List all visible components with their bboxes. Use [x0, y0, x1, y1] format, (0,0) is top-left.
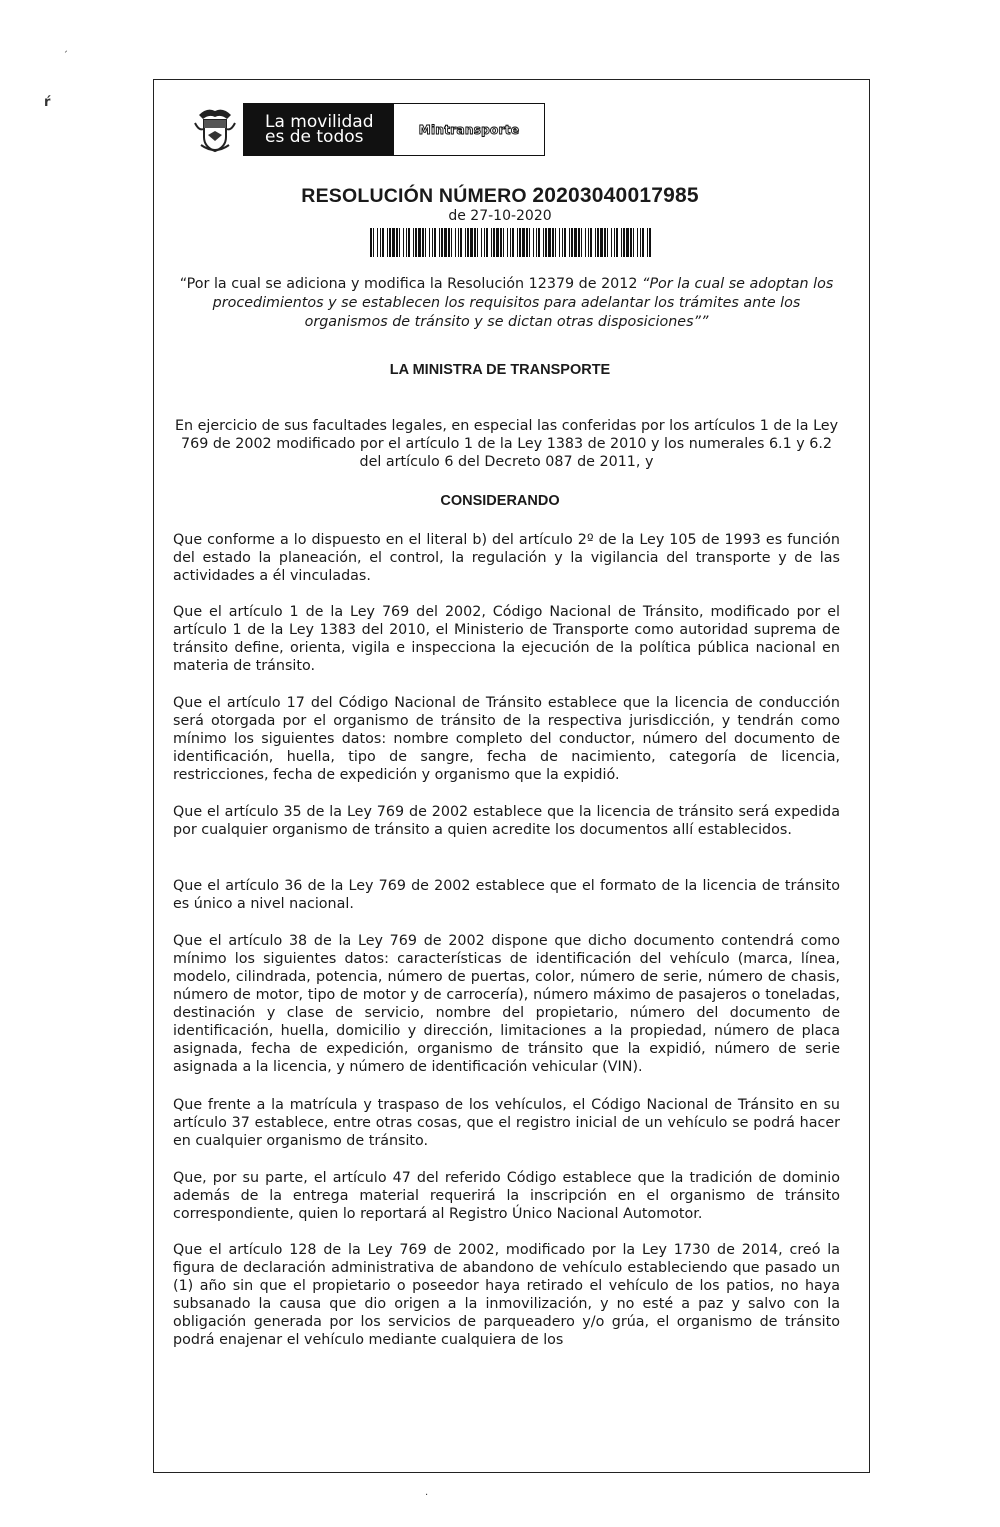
considerando-paragraph: Que frente a la matrícula y traspaso de los vehículos, el Código Nacional de Tránsito en su artículo 37 establece, entre otras cosas, que el registro inicial de un vehículo se podrá hacer en cualquier organismo de tránsito.	[173, 1097, 840, 1149]
barcode-bar	[439, 228, 440, 257]
barcode-bar	[517, 228, 518, 257]
barcode-bar	[415, 228, 417, 257]
barcode-bar	[571, 228, 573, 257]
barcode-bar	[380, 228, 381, 257]
barcode-bar	[555, 228, 556, 257]
barcode-bar	[399, 228, 400, 257]
barcode-bar	[604, 228, 606, 257]
barcode-bar	[434, 228, 436, 257]
barcode-bar	[536, 228, 537, 257]
barcode-bar	[467, 228, 469, 257]
considerando-paragraph: Que el artículo 36 de la Ley 769 de 2002 establece que el formato de la licencia de tránsito es único a nivel nacional.	[173, 878, 840, 912]
barcode-bar	[529, 228, 530, 257]
barcode-bar	[484, 228, 485, 257]
barcode-bar	[500, 228, 502, 257]
barcode-bar	[545, 228, 547, 257]
barcode-bar	[441, 228, 443, 257]
scan-mark: ·	[425, 1490, 429, 1501]
barcode-bar	[588, 228, 589, 257]
barcode-bar	[621, 228, 622, 257]
mintransporte-logo-text: Mintransporte	[418, 122, 520, 137]
barcode-bar	[507, 228, 508, 257]
barcode-bar	[396, 228, 398, 257]
barcode-bar	[526, 228, 528, 257]
resolution-title	[0, 184, 1000, 208]
barcode-bar	[477, 228, 478, 257]
barcode-bar	[637, 228, 638, 257]
barcode-bar	[413, 228, 414, 257]
considerando-paragraph: Que el artículo 17 del Código Nacional de Tránsito establece que la licencia de conducción será otorgada por el organismo de tránsito de la respectiva jurisdicción, y tendrán como mínimo los siguientes datos: nombre completo del conductor, número del documento de identificación, huella, tipo de sangre, fecha de nacimiento, categoría de licencia, restricciones, fecha de expedición y organismo que la expidió.	[173, 695, 840, 783]
barcode-bar	[377, 228, 378, 257]
barcode-bar	[460, 228, 462, 257]
barcode-bar	[533, 228, 534, 257]
considerando-paragraph: Que conforme a lo dispuesto en el literal b) del artículo 2º de la Ley 105 de 1993 es función del estado la planeación, el control, la regulación y la vigilancia del transporte y de las actividades a él vinculadas.	[173, 532, 840, 584]
barcode-bar	[425, 228, 426, 257]
barcode-bar	[649, 228, 651, 257]
considerando-paragraph: Que, por su parte, el artículo 47 del referido Código establece que la tradición de dominio además de la entrega material requerirá la inscripción en el organismo de tránsito correspondiente, quien lo reportará al Registro Único Nacional Automotor.	[173, 1170, 840, 1222]
barcode-bar	[418, 228, 421, 257]
barcode-bar	[626, 228, 629, 257]
considerando-paragraph: Que el artículo 38 de la Ley 769 de 2002 dispone que dicho documento contendrá como mínimo los siguientes datos: características de identificación del vehículo (marca, línea, modelo, cilindrada, potencia, número de puertas, color, número de serie, número de chasis, número de motor, tipo de motor y de carrocería), número máximo de pasajeros o toneladas, destinación y clase de servicio, nombre del propietario, número del documento de identificación, huella, domicilio y dirección, limitaciones a la propiedad, número de placa asignada, fecha de expedición, organismo de tránsito que la expidió, número de serie asignada a la licencia, y número de identificación vehicular (VIN).	[173, 933, 840, 1075]
subject-part-2: “Por la cual se adoptan los procedimientos y se establecen los requisitos para adelantar los trámites ante los organismos de tránsito y se dictan otras disposiciones	[212, 276, 834, 330]
authority-heading: LA MINISTRA DE TRANSPORTE	[389, 362, 611, 378]
subject-part-1: “Por la cual se adiciona y modifica la Resolución 12379 de 2012	[179, 276, 643, 292]
barcode-bar	[647, 228, 648, 257]
barcode-bar	[389, 228, 391, 257]
barcode-bar	[481, 228, 482, 257]
colombia-coat-of-arms-icon	[193, 105, 237, 155]
barcode-bar	[585, 228, 586, 257]
barcode-bar	[458, 228, 459, 257]
barcode-bar	[451, 228, 452, 257]
barcode-bar	[564, 228, 566, 257]
slogan-line-2: es de todos	[265, 126, 364, 147]
barcode-bar	[448, 228, 450, 257]
movilidad-slogan-logo	[243, 103, 393, 156]
barcode-bar	[392, 228, 395, 257]
considerando-paragraph: Que el artículo 35 de la Ley 769 de 2002 establece que la licencia de tránsito será expedida por cualquier organismo de tránsito a quien acredite los documentos allí establecidos.	[173, 804, 840, 838]
barcode-bar	[642, 228, 644, 257]
barcode-bar	[538, 228, 540, 257]
barcode-bar	[429, 228, 430, 257]
slogan-line-1: La movilidad	[265, 111, 374, 132]
barcode-bar	[597, 228, 599, 257]
scan-mark: ˏ	[63, 42, 68, 53]
powers-paragraph: En ejercicio de sus facultades legales, en especial las conferidas por los artículos 1 de la Ley 769 de 2002 modificado por el artículo 1 de la Ley 1383 de 2010 y los numerales 6.1 y 6.2 del artículo 6 del Decreto 087 de 2011, y	[174, 418, 839, 470]
barcode-bar	[510, 228, 511, 257]
barcode-bar	[590, 228, 592, 257]
subject-part-3: ””	[693, 314, 709, 330]
considerando-paragraph: Que el artículo 1 de la Ley 769 del 2002, Código Nacional de Tránsito, modificado por el artículo 1 de la Ley 1383 del 2010, el Ministerio de Transporte como autoridad suprema de tránsito define, orienta, vigila e inspecciona la ejecución de la política pública nacional en materia de tránsito.	[173, 604, 840, 674]
scan-mark: ŕ	[44, 95, 51, 110]
barcode-bar	[387, 228, 388, 257]
barcode-bar	[548, 228, 551, 257]
barcode-bar	[432, 228, 433, 257]
barcode-bar	[474, 228, 476, 257]
barcode-bar	[486, 228, 488, 257]
barcode-bar	[406, 228, 407, 257]
resolution-subject	[173, 275, 840, 332]
barcode-bar	[422, 228, 424, 257]
barcode-bar	[370, 228, 372, 257]
barcode-bar	[493, 228, 495, 257]
barcode-bar	[465, 228, 466, 257]
header-logos	[193, 103, 545, 156]
barcode-bar	[616, 228, 618, 257]
barcode-bar	[552, 228, 554, 257]
resolution-date: de 27-10-2020	[448, 208, 552, 224]
barcode-bar	[569, 228, 570, 257]
barcode-bar	[614, 228, 615, 257]
barcode-bar	[444, 228, 447, 257]
barcode-bar	[470, 228, 473, 257]
barcode-bar	[373, 228, 374, 257]
barcode-bar	[496, 228, 499, 257]
barcode-bar	[382, 228, 384, 257]
barcode-bar	[600, 228, 603, 257]
mintransporte-logo	[393, 103, 545, 156]
barcode-bar	[640, 228, 641, 257]
barcode-bar	[455, 228, 456, 257]
barcode-bar	[559, 228, 560, 257]
barcode-bar	[562, 228, 563, 257]
barcode-bar	[581, 228, 582, 257]
barcode-bar	[519, 228, 521, 257]
barcode-bar	[408, 228, 410, 257]
barcode-bar	[578, 228, 580, 257]
barcode-bar	[491, 228, 492, 257]
barcode-bar	[522, 228, 525, 257]
barcode-bar	[403, 228, 404, 257]
barcode-bar	[512, 228, 514, 257]
barcode-bar	[630, 228, 632, 257]
considerando-heading: CONSIDERANDO	[440, 493, 560, 509]
considerando-paragraph: Que el artículo 128 de la Ley 769 de 2002, modificado por la Ley 1730 de 2014, creó la figura de declaración administrativa de abandono de vehículo estableciendo que pasado un (1) año sin que el propietario o poseedor haya retirado el vehículo de los patios, no haya subsanado la causa que dio origen a la inmovilización, y no esté a paz y salvo con la obligación generada por los servicios de parqueadero y/o grúa, el organismo de tránsito podrá enajenar el vehículo mediante cualquiera de los	[173, 1242, 840, 1348]
barcode-bar	[543, 228, 544, 257]
barcode-bar	[611, 228, 612, 257]
resolution-number: 20203040017985	[532, 184, 699, 207]
barcode-bar	[633, 228, 634, 257]
barcode-bar	[503, 228, 504, 257]
barcode-bar	[607, 228, 608, 257]
resolution-label: RESOLUCIÓN NÚMERO	[301, 185, 527, 207]
barcode-bar	[623, 228, 625, 257]
barcode-bar	[574, 228, 577, 257]
barcode	[370, 228, 651, 257]
barcode-bar	[595, 228, 596, 257]
